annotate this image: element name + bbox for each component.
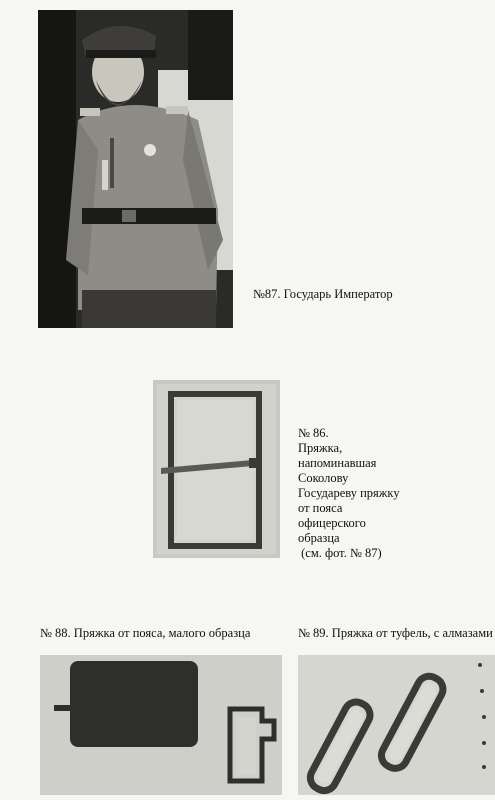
caption-86-line: офицерского — [298, 516, 366, 530]
caption-photo-86 — [298, 426, 400, 561]
caption-photo-87: №87. Государь Император — [253, 287, 393, 301]
caption-86-line: № 86. — [298, 426, 329, 440]
caption-86-line: (см. фот. № 87) — [298, 546, 382, 560]
caption-86-line: Соколову — [298, 471, 349, 485]
caption-photo-89: № 89. Пряжка от туфель, с алмазами — [298, 626, 493, 640]
caption-photo-88: № 88. Пряжка от пояса, малого образца — [40, 626, 251, 640]
shoe-buckles-photo-89 — [298, 655, 495, 795]
belt-buckle-photo-88 — [40, 655, 282, 795]
emperor-portrait-photo — [38, 10, 233, 328]
caption-86-line: Пряжка, — [298, 441, 343, 455]
caption-86-line: Государеву пряжку — [298, 486, 400, 500]
caption-86-line: напоминавшая — [298, 456, 377, 470]
caption-86-line: образца — [298, 531, 340, 545]
buckle-photo-86 — [153, 380, 280, 558]
caption-86-line: от пояса — [298, 501, 343, 515]
